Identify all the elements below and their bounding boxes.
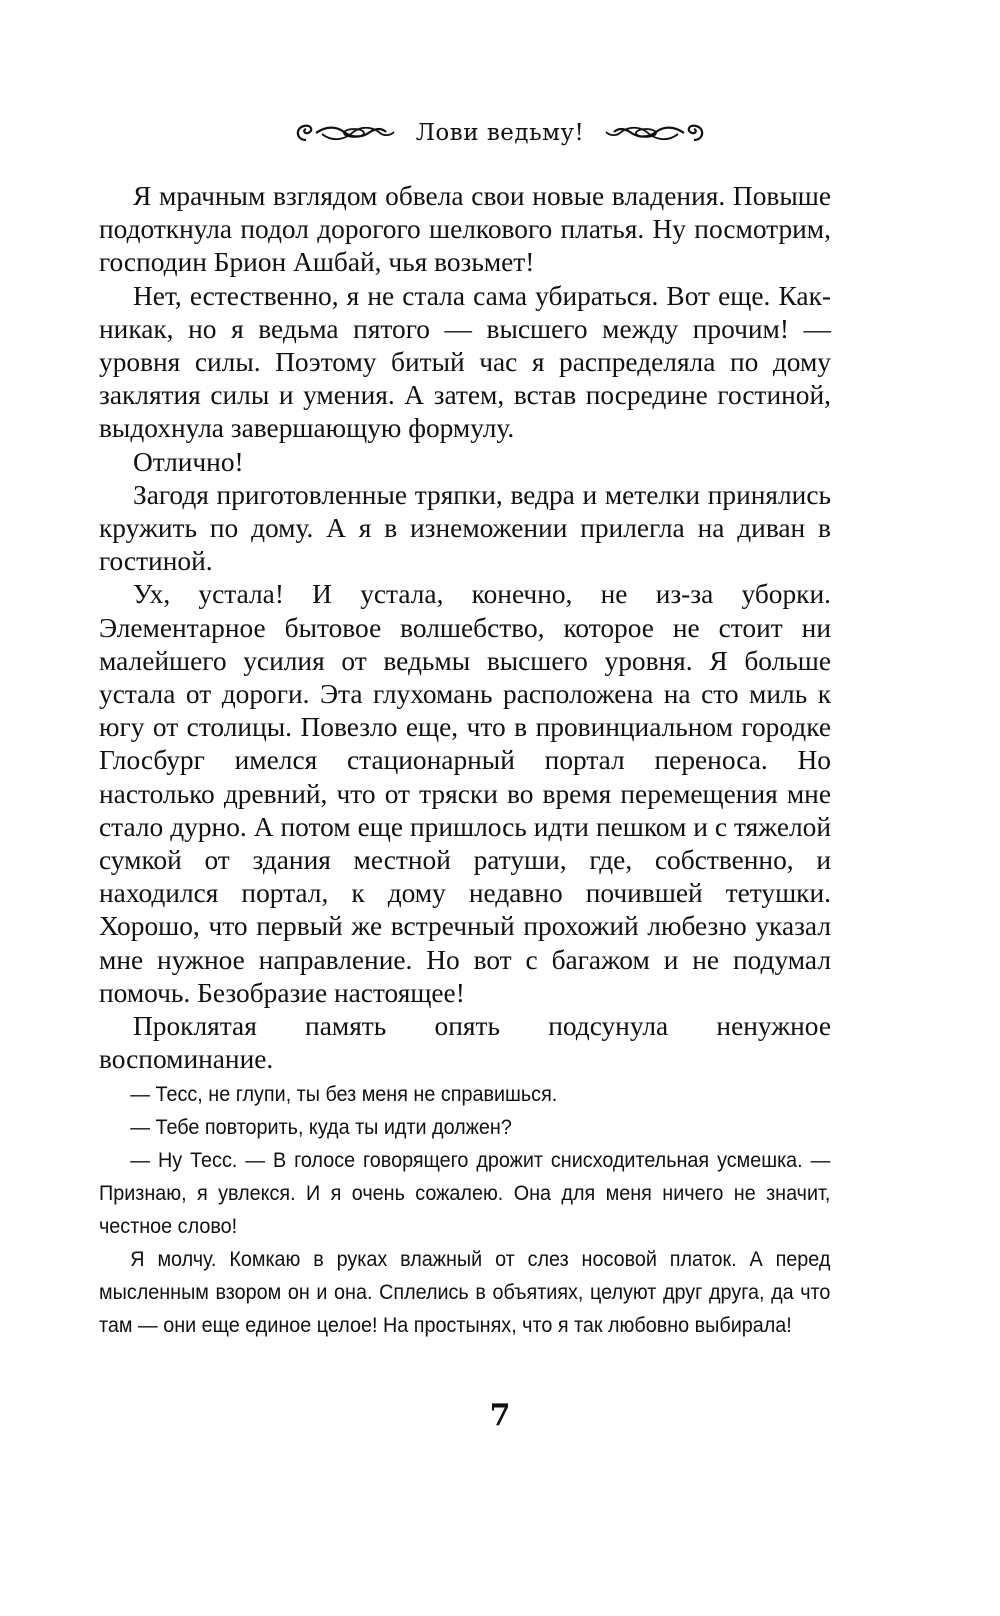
dialog-line: — Тебе повторить, куда ты идти должен? xyxy=(130,1115,512,1139)
running-header-title: Лови ведьму! xyxy=(415,120,585,146)
page-number: 7 xyxy=(489,1398,511,1433)
paragraph: Ух, устала! И устала, конечно, не из-за уборки. Элементарное бытовое волшебство, которое не стоит ни малейшего усилия от ведьмы высшего уровня. Я больше устала от дороги. Эта глухомань расположена на сто миль к югу от столицы. Повезло еще, что в провинциальном городке Глосбург имелся стационарный портал переноса. Но настолько древний, что от тряски во время перемещения мне стало дурно. А потом еще пришлось идти пешком и с тяжелой сумкой от здания местной ратуши, где, собственно, и находился портал, к дому недавно почившей тетушки. Хорошо, что первый же встречный прохожий любезно указал мне нужное направление. Но вот с багажом и не подумал помочь. Безобразие настоящее! xyxy=(99,579,831,1008)
dialog-line: — Тесс, не глупи, ты без меня не справишься. xyxy=(130,1082,558,1106)
flashback-dialog xyxy=(99,1078,831,1342)
paragraph: Нет, естественно, я не стала сама убираться. Вот еще. Как-никак, но я ведьма пятого — высшего между прочим! — уровня силы. Поэтому битый час я распределяла по дому заклятия силы и умения. А затем, встав посредине гостиной, выдохнула завершающую формулу. xyxy=(99,280,831,444)
paragraph: Я мрачным взглядом обвела свои новые владения. Повыше подоткнула подол дорогого шелкового платья. Ну посмотрим, господин Брион Ашбай, чья возьмет! xyxy=(99,181,831,278)
paragraph: Загодя приготовленные тряпки, ведра и метелки принялись кружить по дому. А я в изнеможении прилегла на диван в гостиной. xyxy=(99,479,831,577)
flourish-left-icon xyxy=(292,118,402,148)
dialog-line: — Ну Тесс. — В голосе говорящего дрожит снисходительная усмешка. — Признаю, я увлекся. И я очень сожалею. Она для меня ничего не значит, честное слово! xyxy=(99,1148,831,1238)
dialog-line: Я молчу. Комкаю в руках влажный от слез носовой платок. А перед мысленным взором он и она. Сплелись в объятиях, целуют друг друга, да что там — они еще единое целое! На простынях, что я так любовно выбирала! xyxy=(99,1247,831,1337)
paragraph: Проклятая память опять подсунула ненужное воспоминание. xyxy=(99,1011,831,1075)
running-header xyxy=(0,118,1000,148)
paragraph: Отлично! xyxy=(133,446,244,477)
main-text xyxy=(99,180,831,1076)
flourish-right-icon xyxy=(598,118,708,148)
